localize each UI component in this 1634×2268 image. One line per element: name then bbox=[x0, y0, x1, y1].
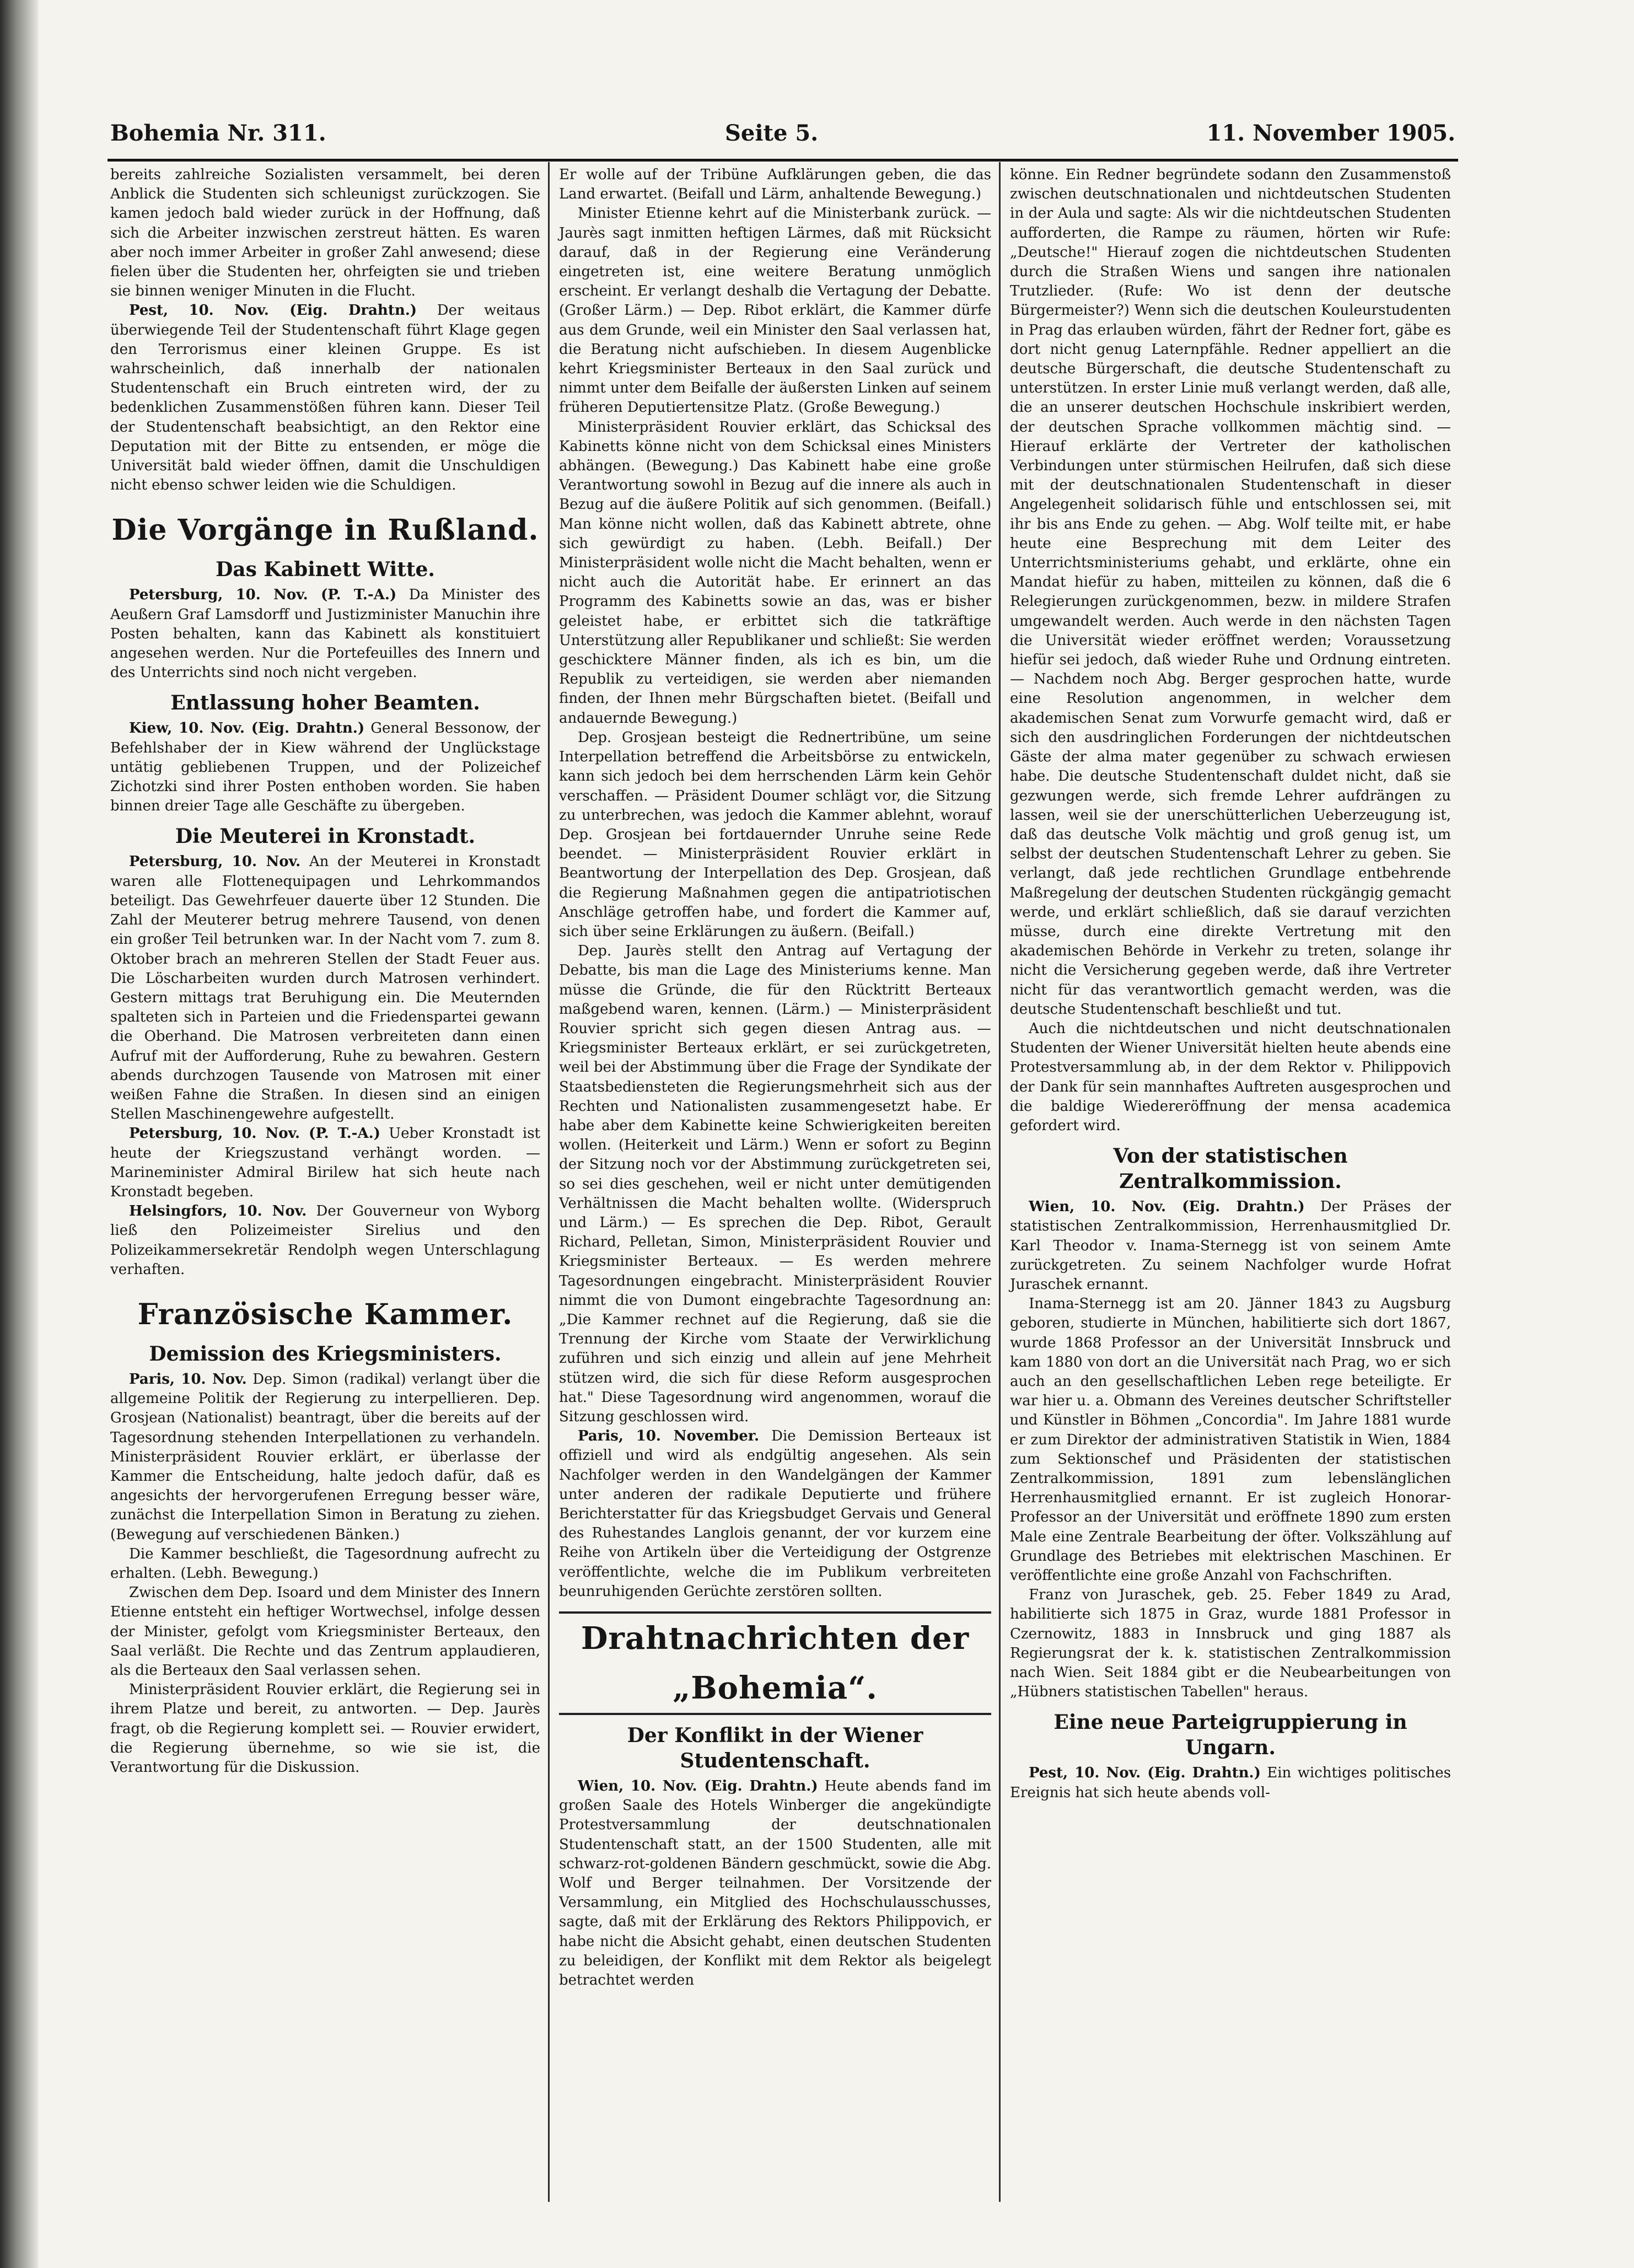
article-text: Heute abends fand im großen Saale des Hotels Winberger die angekündigte Protestversammlung der deutschnationalen Studentenschaft statt, an der 1500 Studenten, alle mit schwarz-rot-goldenen Bändern geschmückt, sowie die Abg. Wolf und Berger teilnahmen. Der Vorsitzende der Versammlung, ein Mitglied des Hochschulausschusses, sagte, daß mit der Erklärung des Rektors Philippovich, er habe nicht die Absicht gehabt, einen deutschen Studenten zu beleidigen, der Konflikt mit dem Rektor als beigelegt betrachtet werden bbox=[559, 1778, 991, 1989]
dateline: Wien, 10. Nov. (Eig. Drahtn.) bbox=[578, 1778, 818, 1795]
article-paragraph bbox=[110, 1124, 540, 1202]
article-paragraph bbox=[110, 1370, 540, 1545]
dateline: Pest, 10. Nov. (Eig. Drahtn.) bbox=[1029, 1765, 1261, 1782]
subheading-konflikt: Der Konflikt in der Wiener Studentenschaft. bbox=[627, 1724, 923, 1773]
article-paragraph: Ministerpräsident Rouvier erklärt, das Schicksal des Kabinetts könne nicht von dem Schicksal eines Ministers abhängen. (Bewegung.) Das Kabinett habe eine große Verantwortung sowohl in Bezug auf die innere als auch in Bezug auf die äußere Politik auf sich genommen. (Beifall.) Man könne nicht wollen, daß das Kabinett abtrete, ohne sich gewürdigt zu haben. (Lebh. Beifall.) Der Ministerpräsident wolle nicht die Macht behalten, wenn er nicht auch die Autorität habe. Er erinnert an das Programm des Kabinetts sowie an das, was er bisher geleistet habe, er erbittet sich die tatkräftige Unterstützung aller Republikaner und schließt: Sie werden geschicktere Männer finden, als ich es bin, um die Republik zu verteidigen, sie werden aber niemanden finden, der Ihnen mehr Bürgschaften bietet. (Beifall und andauernde Bewegung.) bbox=[559, 418, 991, 727]
article-paragraph bbox=[1010, 1764, 1451, 1802]
dateline: Wien, 10. Nov. (Eig. Drahtn.) bbox=[1029, 1199, 1305, 1216]
section-heading-kammer: Französische Kammer. bbox=[137, 1297, 513, 1331]
header-rule bbox=[108, 159, 1458, 162]
article-paragraph bbox=[559, 1777, 991, 1990]
article-text: Die Demission Berteaux ist offiziell und wird als endgültig angesehen. Als sein Nachfolger werden in den Wandelgängen der Kammer unter anderen der radikale Deputierte und frühere Berichterstatter für das Kriegsbudget Gervais und General des Ruhestandes Langlois genannt, der vor kurzem eine Reihe von Artikeln über die Verteidigung der Ostgrenze veröffentlichte, welche die im Publikum verbreiteten beunruhigenden Gerüchte zerstören sollten. bbox=[559, 1428, 992, 1600]
article-paragraph bbox=[559, 1427, 991, 1601]
subheading-statistik: Von der statistischen Zentralkommission. bbox=[1113, 1144, 1348, 1194]
article-paragraph: Dep. Jaurès stellt den Antrag auf Vertagung der Debatte, bis man die Lage des Ministeriums kenne. Man müsse die Gründe, die für den Rücktritt Berteaux maßgebend waren, kennen. (Lärm.) — Ministerpräsident Rouvier spricht sich gegen diesen Antrag aus. — Kriegsminister Berteaux erklärt, er sei zurückgetreten, weil bei der Abstimmung über die Frage der Syndikate der Staatsbediensteten die Regierungsmehrheit sich aus der Rechten und Nationalisten zusammengesetzt habe. Er habe aber dem Kabinette keine Schwierigkeiten bereiten wollen. (Heiterkeit und Lärm.) Wenn er sofort zu Beginn der Sitzung noch vor der Abstimmung zurückgetreten sei, so sei dies geschehen, weil er nicht unter demütigenden Verhältnissen die Macht behalten wollte. (Widerspruch und Lärm.) — Es sprechen die Dep. Ribot, Gerault Richard, Pelletan, Simon, Ministerpräsident Rouvier und Kriegsminister Berteaux. — Es werden mehrere Tagesordnungen eingebracht. Ministerpräsident Rouvier nimmt die von Dumont eingebrachte Tagesordnung an: „Die Kammer rechnet auf die Regierung, daß sie die Trennung der Kirche vom Staate der Verwirklichung zuführen und sich einzig und allein auf jene Mehrheit stützen wird, die sich für diese Reform ausgesprochen hat." Diese Tagesordnung wird angenommen, worauf die Sitzung geschlossen wird. bbox=[559, 943, 991, 1425]
article-paragraph: Zwischen dem Dep. Isoard und dem Minister des Innern Etienne entsteht ein heftiger Wortwechsel, infolge dessen der Minister, gefolgt vom Kriegsminister Berteaux, den Saal verläßt. Die Rechte und das Zentrum applaudieren, als die Berteaux den Saal verlassen sehen. bbox=[110, 1584, 540, 1679]
article-paragraph: Franz von Juraschek, geb. 25. Feber 1849 zu Arad, habilitierte sich 1875 in Graz, wurde 1881 Professor in Czernowitz, 1883 in Innsbruck und ging 1887 als Regierungsrat der k. k. statistischen Zentralkommission nach Wien. Seit 1884 gibt er die Neubearbeitungen von „Hübners statistischen Tabellen" heraus. bbox=[1010, 1587, 1451, 1701]
subheading-parteigruppierung: Eine neue Parteigruppierung in Ungarn. bbox=[1054, 1711, 1407, 1760]
column-rule-1 bbox=[548, 162, 550, 2202]
subheading-entlassung: Entlassung hoher Beamten. bbox=[170, 691, 480, 715]
page-gutter-shadow bbox=[0, 0, 39, 2268]
article-paragraph: Auch die nichtdeutschen und nicht deutschnationalen Studenten der Wiener Universität hielten heute abends eine Protestversammlung ab, in der dem Rektor v. Philippovich der Dank für sein mannhaftes Auftreten ausgesprochen und die baldige Wiedereröffnung der mensa academica gefordert wird. bbox=[1010, 1020, 1451, 1134]
dateline: Paris, 10. Nov. bbox=[129, 1371, 247, 1388]
article-paragraph: Minister Etienne kehrt auf die Ministerbank zurück. — Jaurès sagt inmitten heftigen Lärmes, daß mit Rücksicht darauf, daß in der Regierung eine Veränderung eingetreten ist, eine weitere Beratung unmöglich erscheint. Er verlangt deshalb die Vertagung der Debatte. (Großer Lärm.) — Dep. Ribot erklärt, die Kammer dürfe aus dem Grunde, weil ein Minister den Saal verlassen hat, die Beratung nicht aufschieben. In diesem Augenblicke kehrt Kriegsminister Berteaux in den Saal zurück und nimmt unter dem Beifalle der äußersten Linken auf seinem früheren Deputiertensitze Platz. (Große Bewegung.) bbox=[559, 205, 991, 416]
dateline: Petersburg, 10. Nov. (P. T.-A.) bbox=[129, 1125, 380, 1142]
article-text: Der Präses der statistischen Zentralkommission, Herrenhausmitglied Dr. Karl Theodor v. Inama-Sternegg ist von seinem Amte zurückgetreten. Zu seinem Nachfolger wurde Hofrat Juraschek ernannt. bbox=[1010, 1199, 1452, 1293]
article-text: Da Minister des Aeußern Graf Lamsdorff und Justizminister Manuchin ihre Posten behalten, kann das Kabinett als konstituiert angesehen werden. Nur die Portefeuilles des Innern und des Unterrichts sind noch nicht vergeben. bbox=[110, 587, 540, 681]
article-paragraph: Er wolle auf der Tribüne Aufklärungen geben, die das Land erwartet. (Beifall und Lärm, anhaltende Bewegung.) bbox=[559, 166, 991, 203]
dateline: Paris, 10. November. bbox=[578, 1428, 760, 1445]
column-rule-2 bbox=[999, 162, 1001, 2202]
column-2 bbox=[559, 165, 991, 1990]
article-text: Der Gouverneur von Wyborg ließ den Polizeimeister Sirelius und den Polizeikammersekretär Rendolph wegen Unterschlagung verhaften. bbox=[110, 1203, 541, 1278]
column-3 bbox=[1010, 165, 1451, 1803]
article-paragraph: könne. Ein Redner begründete sodann den Zusammenstoß zwischen deutschnationalen und nichtdeutschen Studenten in der Aula und sagte: Als wir die nichtdeutschen Studenten aufforderten, die Rampe zu räumen, hörten wir Rufe: „Deutsche!" Hierauf zogen die nichtdeutschen Studenten durch die Straßen Wiens und sangen ihre nationalen Trutzlieder. (Rufe: Wo ist denn der deutsche Bürgermeister?) Wenn sich die deutschen Kouleurstudenten in Prag das erlauben würden, fährt der Redner fort, gäbe es dort nicht genug Laternpfähle. Redner appelliert an die deutsche Bürgerschaft, die deutsche Studentenschaft zu unterstützen. In erster Linie muß verlangt werden, daß alle, die an unserer deutschen Hochschule inskribiert werden, der deutschen Sprache vollkommen mächtig sind. — Hierauf erklärte der Vertreter der katholischen Verbindungen unter stürmischen Heilrufen, daß sich diese mit der deutschnationalen Studentenschaft in dieser Angelegenheit solidarisch fühle und entschlossen sei, mit ihr bis ans Ende zu gehen. — Abg. Wolf teilte mit, er habe heute eine Besprechung mit dem Leiter des Unterrichtsministeriums gehabt, und erklärte, ohne ein Mandat hiefür zu haben, mitteilen zu können, daß die 6 Relegierungen zurückgenommen, bezw. in mildere Strafen umgewandelt werden. Auch werde in den nächsten Tagen die Universität wieder eröffnet werden; Voraussetzung hiefür sei jedoch, daß wieder Ruhe und Ordnung eintreten. — Nachdem noch Abg. Berger gesprochen hatte, wurde eine Resolution angenommen, in welcher dem akademischen Senat zum Vorwurfe gemacht wird, daß er sich den ausdringlichen Forderungen der nichtdeutschen Gäste der alma mater gegenüber zu schwach erwiesen habe. Die deutsche Studentenschaft duldet nicht, daß sie gezwungen werde, sich fremde Lehrer aufdrängen zu lassen, weil sie der unerschütterlichen Ueberzeugung ist, daß das deutsche Volk mächtig und groß genug ist, um selbst der deutschen Studentenschaft Lehrer zu geben. Sie verlangt, daß jede rechtlichen Grundlage entbehrende Maßregelung der deutschen Studenten rückgängig gemacht werde, und erklärt schließlich, daß sie darauf verzichten müsse, durch eine direkte Vertretung mit den akademischen Behörde in Verkehr zu treten, solange ihr nicht die Versicherung gegeben werde, daß ihre Vertreter nicht für das verantwortlich gemacht werden, was die deutsche Studentenschaft beschließt und tut. bbox=[1010, 166, 1451, 1018]
header-newspaper-issue: Bohemia Nr. 311. bbox=[110, 120, 326, 146]
article-paragraph bbox=[110, 1202, 540, 1280]
dateline: Pest, 10. Nov. (Eig. Drahtn.) bbox=[129, 302, 417, 319]
article-paragraph bbox=[110, 585, 540, 682]
article-text: General Bessonow, der Befehlshaber der in Kiew während der Unglückstage untätig gebliebenen Truppen, und der Polizeichef Zichotzki sind ihrer Posten enthoben worden. Sie haben binnen dreier Tage alle Geschäfte zu übergeben. bbox=[110, 720, 541, 815]
article-text: Ein wichtiges politisches Ereignis hat sich heute abends voll- bbox=[1010, 1765, 1451, 1801]
article-paragraph bbox=[110, 301, 540, 495]
dateline: Helsingfors, 10. Nov. bbox=[129, 1203, 307, 1220]
article-paragraph: bereits zahlreiche Sozialisten versammelt, bei deren Anblick die Studenten sich schleunigst zurückzogen. Sie kamen jedoch bald wieder zurück in der Hoffnung, daß sich die Arbeiter inzwischen zerstreut hätten. Es waren aber noch immer Arbeiter in großer Zahl anwesend; diese fielen über die Studenten her, ohrfeigten sie und trieben sie binnen weniger Minuten in die Flucht. bbox=[110, 166, 540, 300]
article-paragraph: Die Kammer beschließt, die Tagesordnung aufrecht zu erhalten. (Lebh. Bewegung.) bbox=[110, 1545, 540, 1582]
column-1 bbox=[110, 165, 540, 1777]
dateline: Petersburg, 10. Nov. (P. T.-A.) bbox=[129, 587, 397, 604]
dateline: Kiew, 10. Nov. (Eig. Drahtn.) bbox=[129, 720, 365, 737]
article-paragraph: Dep. Grosjean besteigt die Rednertribüne, um seine Interpellation betreffend die Arbeitsbörse zu entwickeln, kann sich jedoch bei dem herrschenden Lärm kein Gehör verschaffen. — Präsident Doumer schlägt vor, die Sitzung zu unterbrechen, was jedoch die Kammer ablehnt, worauf Dep. Grosjean bei fortdauernder Unruhe seine Rede beendet. — Ministerpräsident Rouvier erklärt in Beantwortung der Interpellation des Dep. Grosjean, daß die Regierung Maßnahmen gegen die antipatriotischen Anschläge getroffen habe, und fordert die Kammer auf, sich über seine Erklärungen zu äußern. (Beifall.) bbox=[559, 729, 991, 940]
dateline: Petersburg, 10. Nov. bbox=[129, 853, 301, 870]
page-header bbox=[110, 120, 1455, 159]
header-page-number: Seite 5. bbox=[725, 120, 819, 146]
header-date: 11. November 1905. bbox=[1206, 120, 1455, 146]
section-heading-drahtnachrichten: Drahtnachrichten der „Bohemia“. bbox=[559, 1611, 991, 1715]
article-paragraph: Ministerpräsident Rouvier erklärt, die Regierung sei in ihrem Platze und bereit, zu antworten. — Dep. Jaurès fragt, ob die Regierung komplett sei. — Rouvier erwidert, die Regierung übernehme, so wie sie ist, die Verantwortung für die Diskussion. bbox=[110, 1681, 540, 1776]
subheading-demission: Demission des Kriegsministers. bbox=[149, 1342, 502, 1366]
article-text: Ueber Kronstadt ist heute der Kriegszustand verhängt worden. — Marineminister Admiral Birilew hat sich heute nach Kronstadt begeben. bbox=[110, 1125, 540, 1200]
subheading-kabinett: Das Kabinett Witte. bbox=[216, 558, 435, 582]
subheading-meuterei: Die Meuterei in Kronstadt. bbox=[175, 825, 476, 848]
article-paragraph: Inama-Sternegg ist am 20. Jänner 1843 zu Augsburg geboren, studierte in München, habilitierte sich dort 1867, wurde 1868 Professor an der Universität Innsbruck und kam 1880 von dort an die Universität nach Prag, wo er sich auch an den gesellschaftlichen Leben rege beteiligte. Er war hier u. a. Obmann des Vereines deutscher Schriftsteller und Künstler in Böhmen „Concordia". Im Jahre 1881 wurde er zum Direktor der administrativen Statistik in Wien, 1884 zum Sektionschef und Präsidenten der statistischen Zentralkommission, 1891 zum lebenslänglichen Herrenhausmitglied ernannt. Er ist zugleich Honorar-Professor an der Universität und eröffnete 1890 zum ersten Male eine Zentrale Bearbeitung der öfter. Volkszählung auf Grundlage des Betriebes mit elektrischen Maschinen. Er veröffentlichte eine große Anzahl von Fachschriften. bbox=[1010, 1296, 1451, 1584]
article-text: Dep. Simon (radikal) verlangt über die allgemeine Politik der Regierung zu interpellieren. Dep. Grosjean (Nationalist) beantragt, über die bereits auf der Tagesordnung stehenden Interpellationen zu verhandeln. Ministerpräsident Rouvier erklärt, er überlasse der Kammer die Entscheidung, halte jedoch dafür, daß es angesichts der hervorgerufenen Erregung besser wäre, zunächst die Interpellation Simon in Beratung zu ziehen. (Bewegung auf verschiedenen Bänken.) bbox=[110, 1371, 541, 1543]
section-heading-russland: Die Vorgänge in Rußland. bbox=[111, 513, 539, 547]
article-paragraph bbox=[110, 852, 540, 1124]
article-text: An der Meuterei in Kronstadt waren alle Flottenequipagen und Lehrkommandos beteiligt. Das Gewehrfeuer dauerte über 12 Stunden. Die Zahl der Meuterer betrug mehrere Tausend, von denen ein großer Teil betrunken war. In der Nacht vom 7. zum 8. Oktober brach an mehreren Stellen der Stadt Feuer aus. Die Löscharbeiten wurden durch Matrosen verhindert. Gestern mittags trat Beruhigung ein. Die Meuternden spalteten sich in Parteien und die Friedenspartei gewann die Oberhand. Die Matrosen verbreiteten dann einen Aufruf mit der Aufforderung, Ruhe zu bewahren. Gestern abends durchzogen Tausende von Matrosen mit einer weißen Fahne die Straßen. In diesen sind an einigen Stellen Maschinengewehre aufgestellt. bbox=[110, 853, 540, 1123]
article-paragraph bbox=[110, 719, 540, 816]
article-paragraph bbox=[1010, 1197, 1451, 1294]
article-text: Der weitaus überwiegende Teil der Studentenschaft führt Klage gegen den Terrorismus einer kleinen Gruppe. Es ist wahrscheinlich, daß innerhalb der nationalen Studentenschaft ein Bruch eintreten wird, der zu bedenklichen Zusammenstößen führen kann. Dieser Teil der Studentenschaft beabsichtigt, an den Rektor eine Deputation mit der Bitte zu entsenden, er möge die Universität bald wieder öffnen, damit die Unschuldigen nicht ebenso schwer leiden wie die Schuldigen. bbox=[110, 302, 540, 494]
